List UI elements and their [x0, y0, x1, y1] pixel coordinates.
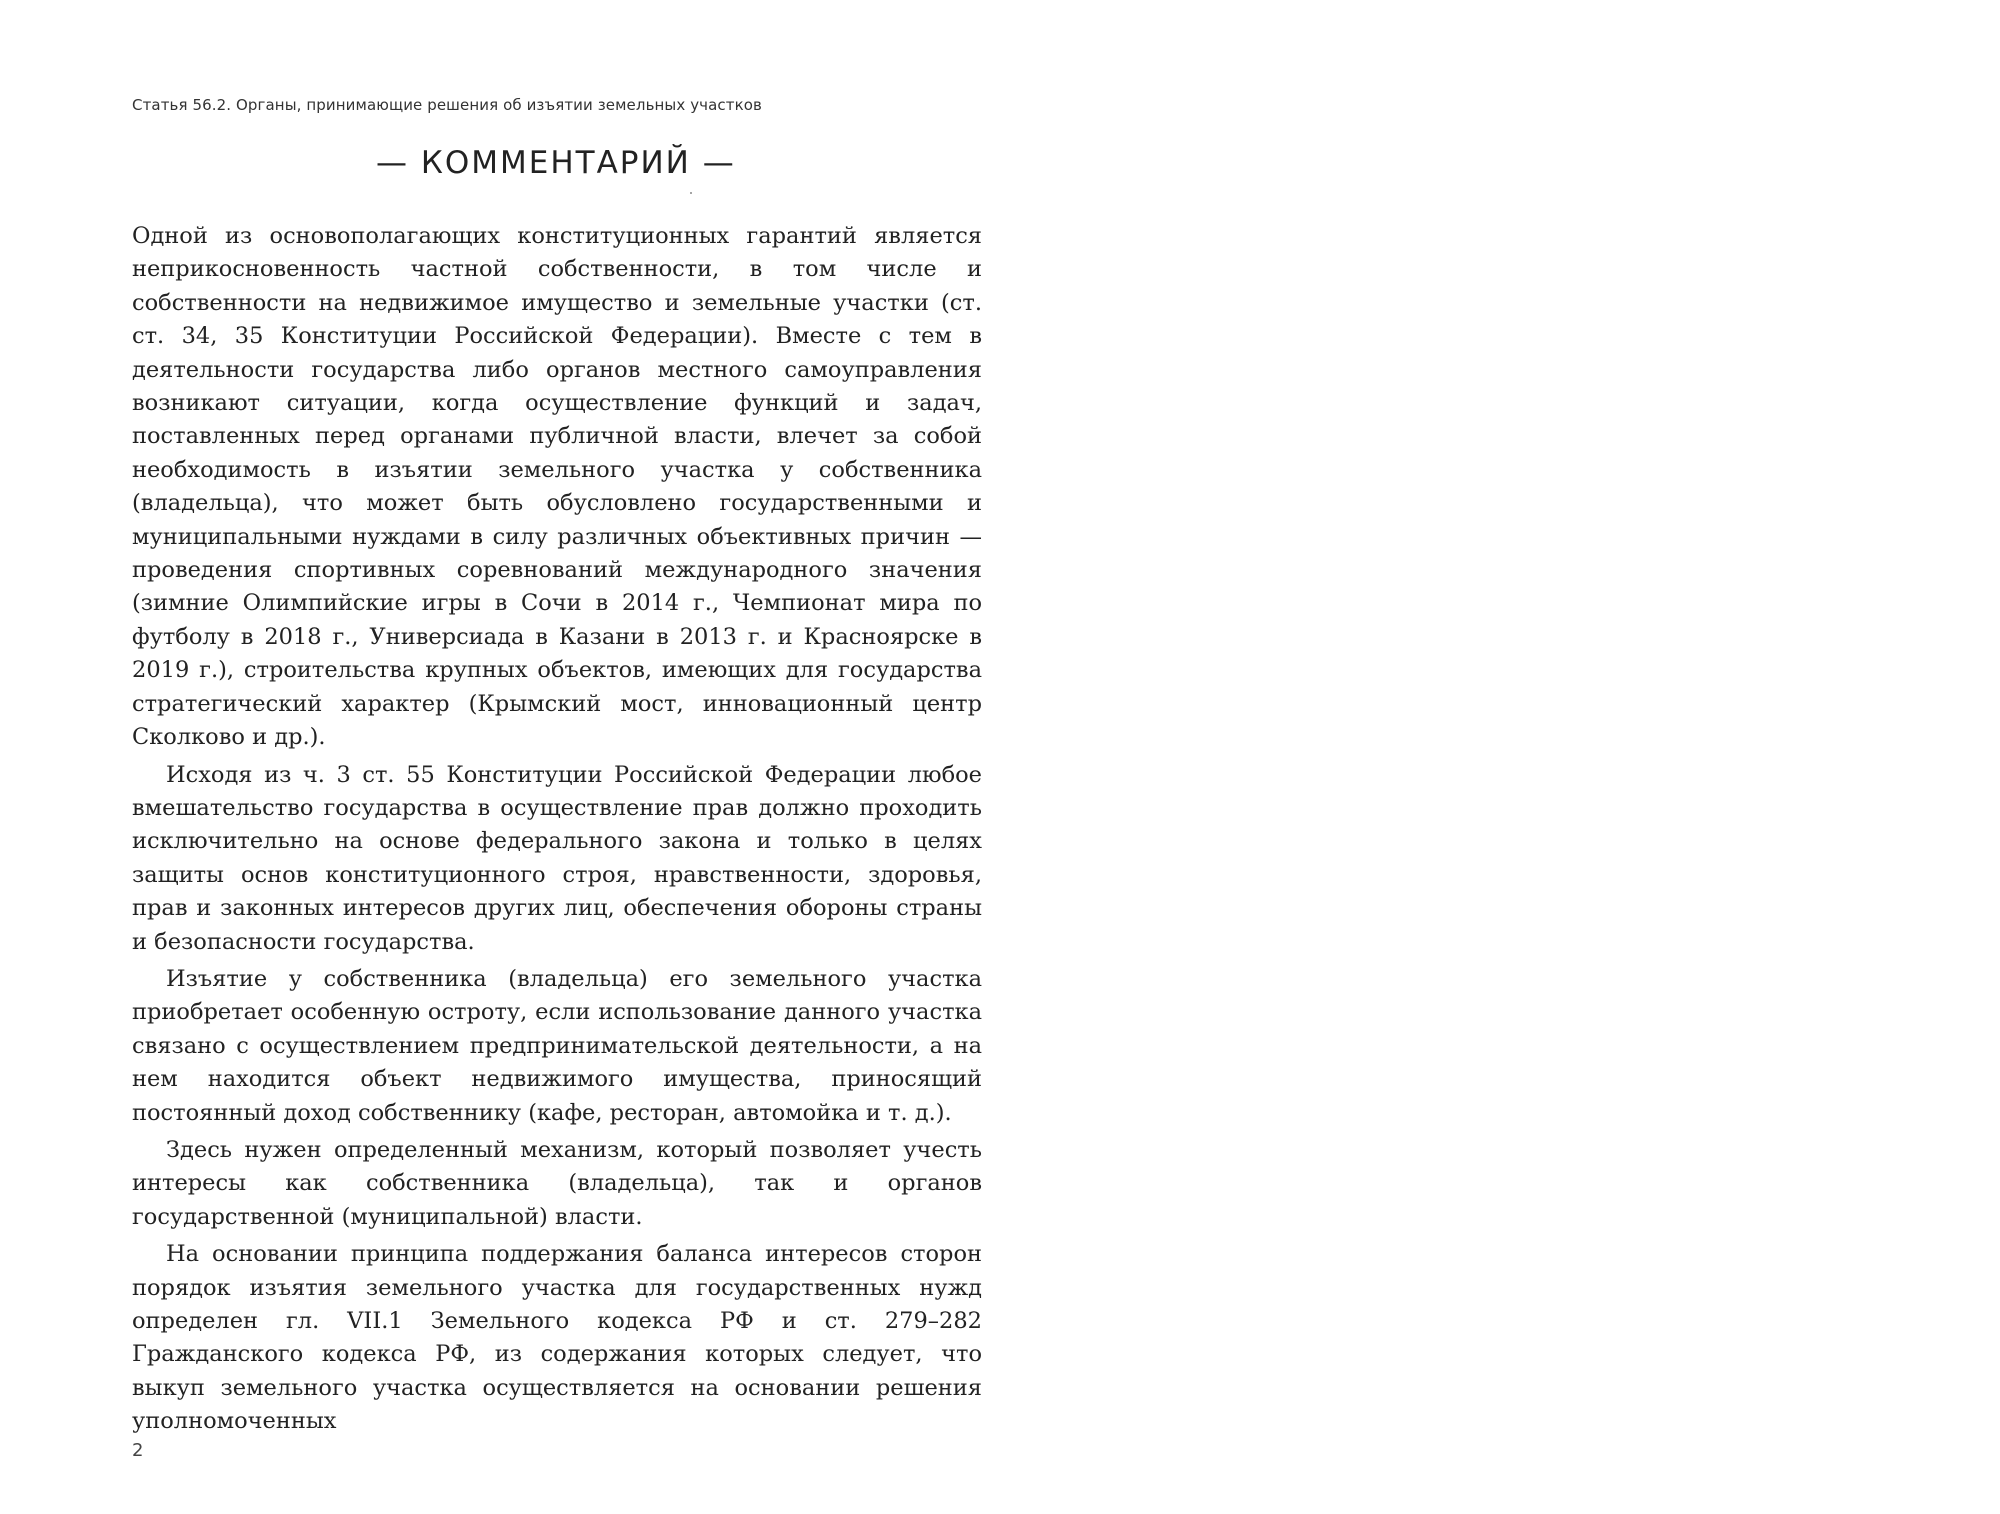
left-paragraph-2: Исходя из ч. 3 ст. 55 Конституции Российской Федерации любое вмешательство государства в осуществление прав должно проходить исключительно на основе федерального закона и только в целях защиты основ конституционного строя, нравственности, здоровья, прав и законных интересов других лиц, обеспечения обороны страны и безопасности государства.: [132, 761, 982, 955]
left-body-text: [132, 220, 982, 1443]
left-page-number: 2: [132, 1440, 144, 1461]
left-paragraph-1: Одной из основополагающих конституционных гарантий является неприкосновенность частной собственности, в том числе и собственности на недвижимое имущество и земельные участки (ст. ст. 34, 35 Конституции Российской Федерации). Вместе с тем в деятельности государства либо органов местного самоуправления возникают ситуации, когда осуществление функций и задач, поставленных перед органами публичной власти, влечет за собой необходимость в изъятии земельного участка у собственника (владельца), что может быть обусловлено государственными и муниципальными нуждами в силу различных объективных причин — проведения спортивных соревнований международного значения (зимние Олимпийские игры в Сочи в 2014 г., Чемпионат мира по футболу в 2018 г., Универсиада в Казани в 2013 г. и Красноярске в 2019 г.), строительства крупных объектов, имеющих для государства стратегический характер (Крымский мост, инновационный центр Сколково и др.).: [132, 223, 982, 751]
left-paragraph-4: Здесь нужен определенный механизм, который позволяет учесть интересы как собственника (владельца), так и органов государственной (муниципальной) власти.: [132, 1136, 982, 1230]
print-speck: [690, 192, 692, 194]
left-paragraph-3: Изъятие у собственника (владельца) его земельного участка приобретает особенную остроту, если использование данного участка связано с осуществлением предпринимательской деятельности, а на нем находится объект недвижимого имущества, приносящий постоянный доход собственнику (кафе, ресторан, автомойка и т. д.).: [132, 965, 982, 1126]
section-title: — КОММЕНТАРИЙ —: [376, 145, 736, 181]
right-page: [1000, 0, 2000, 1514]
left-running-head: Статья 56.2. Органы, принимающие решения об изъятии земельных участков: [132, 96, 762, 114]
left-paragraph-5: На основании принципа поддержания баланса интересов сторон порядок изъятия земельного участка для государственных нужд определен гл. VII.1 Земельного кодекса РФ и ст. 279–282 Гражданского кодекса РФ, из содержания которых следует, что выкуп земельного участка осуществляется на основании решения уполномоченных: [132, 1241, 982, 1435]
